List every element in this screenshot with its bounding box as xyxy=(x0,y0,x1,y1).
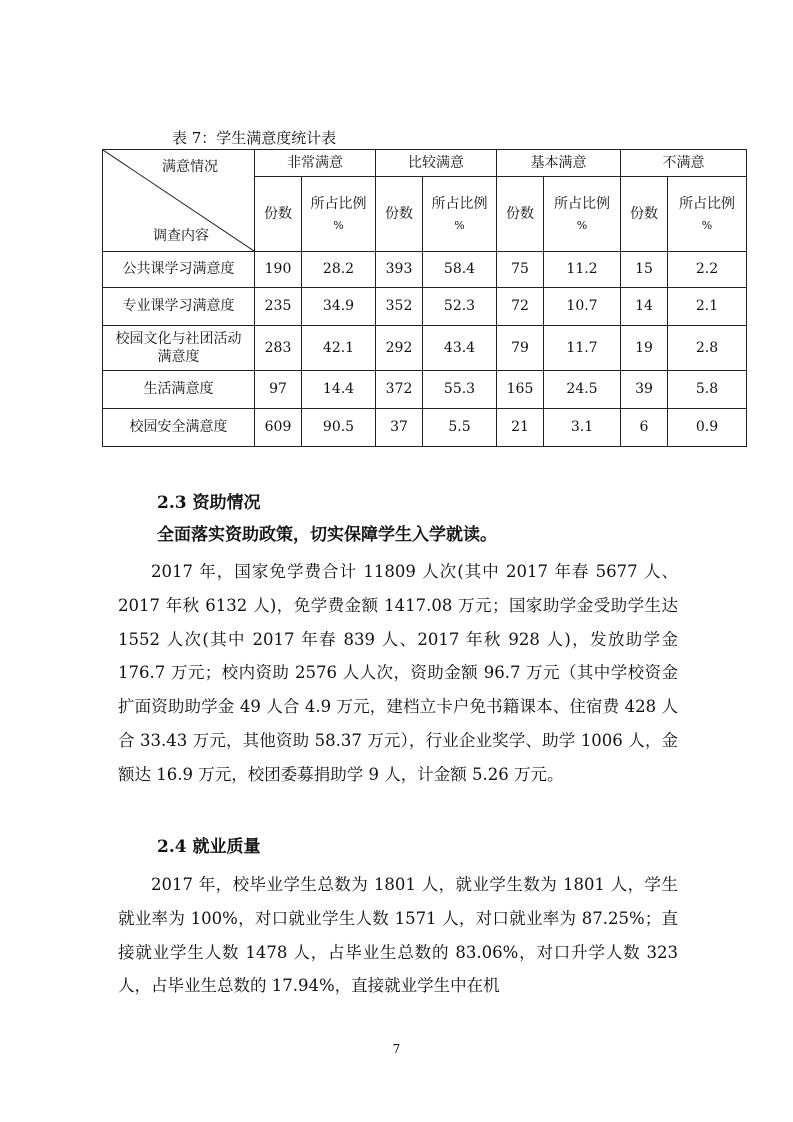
cell: 14 xyxy=(621,288,668,326)
cell: 72 xyxy=(497,288,544,326)
table-row xyxy=(103,409,747,447)
cell: 55.3 xyxy=(423,371,497,409)
row-label: 专业课学习满意度 xyxy=(103,288,255,326)
cell: 24.5 xyxy=(544,371,621,409)
cell: 11.7 xyxy=(544,326,621,371)
group-header: 不满意 xyxy=(621,150,747,177)
col-ratio-header: 所占比例 % xyxy=(544,177,621,252)
cell: 165 xyxy=(497,371,544,409)
cell: 15 xyxy=(621,252,668,288)
section-heading: 2.3 资助情况 xyxy=(157,493,261,513)
cell: 10.7 xyxy=(544,288,621,326)
row-label: 校园安全满意度 xyxy=(103,409,255,447)
table-caption: 表 7：学生满意度统计表 xyxy=(172,129,337,147)
cell: 37 xyxy=(376,409,423,447)
cell: 58.4 xyxy=(423,252,497,288)
cell: 52.3 xyxy=(423,288,497,326)
cell: 235 xyxy=(255,288,302,326)
cell: 352 xyxy=(376,288,423,326)
cell: 19 xyxy=(621,326,668,371)
cell: 39 xyxy=(621,371,668,409)
row-label: 生活满意度 xyxy=(103,371,255,409)
paragraph: 2017 年，校毕业学生总数为 1801 人，就业学生数为 1801 人，学生就业率为 100%，对口就业学生人数 1571 人，对口就业率为 87.25%；直接就业学生人数 1478 人，占毕业生总数的 83.06%，对口升学人数 323 人，占毕业生总数的 17.94%，直接就业学生中在机 xyxy=(118,875,678,996)
cell: 28.2 xyxy=(302,252,376,288)
cell: 2.2 xyxy=(668,252,747,288)
table-row xyxy=(103,252,747,288)
section-body xyxy=(118,555,678,792)
corner-top-label: 满意情况 xyxy=(162,159,218,175)
cell: 79 xyxy=(497,326,544,371)
col-count-header: 份数 xyxy=(621,177,668,252)
cell: 5.8 xyxy=(668,371,747,409)
cell: 6 xyxy=(621,409,668,447)
cell: 34.9 xyxy=(302,288,376,326)
cell: 2.8 xyxy=(668,326,747,371)
cell: 21 xyxy=(497,409,544,447)
group-header: 非常满意 xyxy=(255,150,376,177)
col-ratio-header: 所占比例 % xyxy=(668,177,747,252)
satisfaction-table xyxy=(102,149,747,447)
col-count-header: 份数 xyxy=(255,177,302,252)
group-header: 比较满意 xyxy=(376,150,497,177)
section-heading: 2.4 就业质量 xyxy=(157,837,261,857)
section-lead: 全面落实资助政策，切实保障学生入学就读。 xyxy=(157,525,497,545)
table-row xyxy=(103,326,747,371)
col-ratio-header: 所占比例 % xyxy=(423,177,497,252)
cell: 97 xyxy=(255,371,302,409)
cell: 43.4 xyxy=(423,326,497,371)
group-header: 基本满意 xyxy=(497,150,621,177)
cell: 372 xyxy=(376,371,423,409)
col-ratio-header: 所占比例 % xyxy=(302,177,376,252)
col-count-header: 份数 xyxy=(376,177,423,252)
cell: 190 xyxy=(255,252,302,288)
cell: 0.9 xyxy=(668,409,747,447)
page-number: 7 xyxy=(392,1042,401,1056)
cell: 75 xyxy=(497,252,544,288)
row-label: 校园文化与社团活动满意度 xyxy=(103,326,255,371)
col-count-header: 份数 xyxy=(497,177,544,252)
cell: 283 xyxy=(255,326,302,371)
table-row xyxy=(103,288,747,326)
table-row xyxy=(103,371,747,409)
section-body xyxy=(118,868,678,1003)
corner-bottom-label: 调查内容 xyxy=(153,227,209,244)
cell: 14.4 xyxy=(302,371,376,409)
cell: 609 xyxy=(255,409,302,447)
cell: 393 xyxy=(376,252,423,288)
row-label: 公共课学习满意度 xyxy=(103,252,255,288)
table-corner-header xyxy=(103,150,255,252)
cell: 3.1 xyxy=(544,409,621,447)
cell: 5.5 xyxy=(423,409,497,447)
paragraph: 2017 年，国家免学费合计 11809 人次(其中 2017 年春 5677 人、2017 年秋 6132 人)，免学费金额 1417.08 万元；国家助学金受助学生达 1552 人次(其中 2017 年春 839 人、2017 年秋 928 人)，发放助学金 176.7 万元；校内资助 2576 人人次，资助金额 96.7 万元（其中学校资金扩面资助助学金 49 人合 4.9 万元，建档立卡户免书籍课本、住宿费 428 人合 33.43 万元，其他资助 58.37 万元），行业企业奖学、助学 1006 人，金额达 16.9 万元，校团委募捐助学 9 人，计金额 5.26 万元。 xyxy=(118,562,678,784)
cell: 42.1 xyxy=(302,326,376,371)
cell: 90.5 xyxy=(302,409,376,447)
cell: 11.2 xyxy=(544,252,621,288)
cell: 292 xyxy=(376,326,423,371)
cell: 2.1 xyxy=(668,288,747,326)
